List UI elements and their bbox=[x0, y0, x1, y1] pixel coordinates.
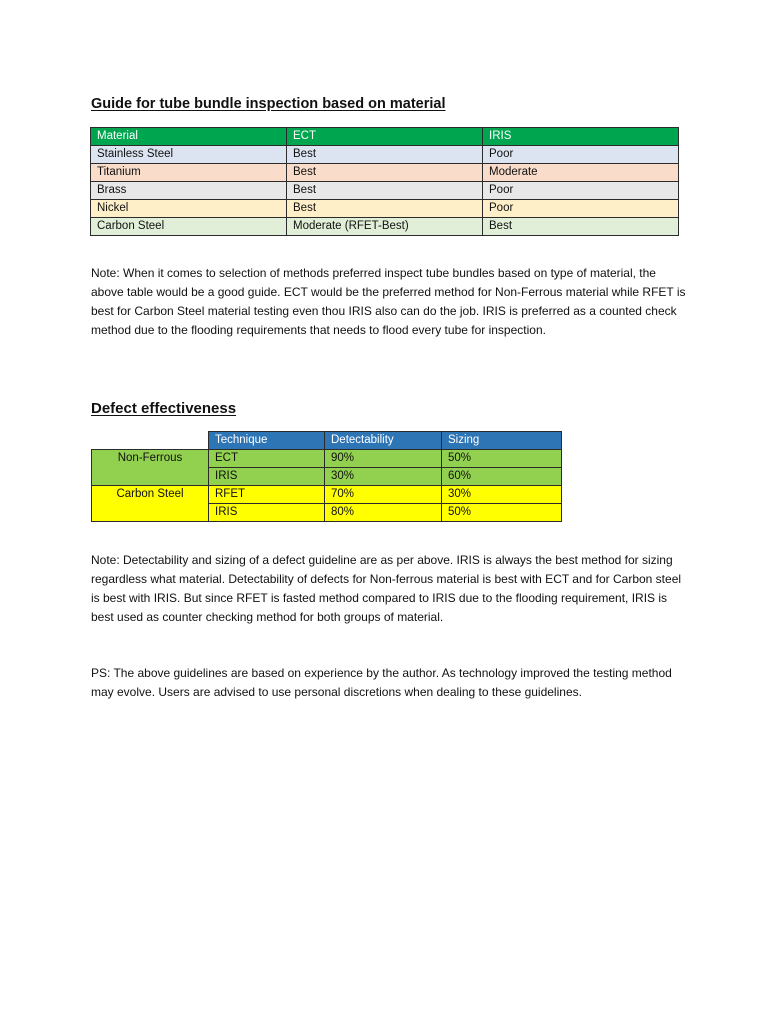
table-row bbox=[92, 486, 562, 504]
table-row bbox=[91, 182, 679, 200]
detectability-cell: 80% bbox=[325, 504, 442, 522]
header-cell-material: Material bbox=[91, 128, 287, 146]
header-cell-technique: Technique bbox=[209, 432, 325, 450]
table-row bbox=[91, 146, 679, 164]
empty-corner-cell bbox=[92, 432, 209, 450]
material-cell: Stainless Steel bbox=[91, 146, 287, 164]
table-row bbox=[91, 218, 679, 236]
sizing-cell: 30% bbox=[442, 486, 562, 504]
sizing-cell: 50% bbox=[442, 450, 562, 468]
defect-effectiveness-note: Note: Detectability and sizing of a defect guideline are as per above. IRIS is always the best method for sizing regardless what material. Detectability of defects for Non-ferrous material is best with ECT and for Carbon steel is best with IRIS. But since RFET is fasted method compared to IRIS due to the flooding requirement, IRIS is best used as counter checking method for both groups of material. bbox=[91, 553, 682, 624]
postscript-note: PS: The above guidelines are based on experience by the author. As technology improved the testing method may evolve. Users are advised to use personal discretions when dealing to these guidelines. bbox=[91, 666, 672, 699]
material-cell: Carbon Steel bbox=[91, 218, 287, 236]
table-header-row bbox=[92, 432, 562, 450]
header-cell-iris: IRIS bbox=[483, 128, 679, 146]
group-cell-non-ferrous: Non-Ferrous bbox=[92, 450, 209, 486]
table-row bbox=[92, 450, 562, 468]
ect-cell: Moderate (RFET-Best) bbox=[287, 218, 483, 236]
ect-cell: Best bbox=[287, 182, 483, 200]
iris-cell: Poor bbox=[483, 146, 679, 164]
technique-cell: RFET bbox=[209, 486, 325, 504]
ect-cell: Best bbox=[287, 164, 483, 182]
iris-cell: Poor bbox=[483, 200, 679, 218]
material-cell: Brass bbox=[91, 182, 287, 200]
iris-cell: Moderate bbox=[483, 164, 679, 182]
header-cell-sizing: Sizing bbox=[442, 432, 562, 450]
detectability-cell: 30% bbox=[325, 468, 442, 486]
iris-cell: Best bbox=[483, 218, 679, 236]
detectability-cell: 70% bbox=[325, 486, 442, 504]
table-row bbox=[91, 164, 679, 182]
material-guide-note: Note: When it comes to selection of methods preferred inspect tube bundles based on type of material, the above table would be a good guide. ECT would be the preferred method for Non-Ferrous material while RFET is best for Carbon Steel material testing even thou IRIS also can do the job. IRIS is preferred as a counted check method due to the flooding requirements that needs to flood every tube for inspection. bbox=[91, 266, 686, 337]
defect-effectiveness-table bbox=[91, 431, 562, 522]
iris-cell: Poor bbox=[483, 182, 679, 200]
table-row bbox=[91, 200, 679, 218]
material-cell: Nickel bbox=[91, 200, 287, 218]
group-cell-carbon-steel: Carbon Steel bbox=[92, 486, 209, 522]
technique-cell: IRIS bbox=[209, 504, 325, 522]
header-cell-detectability: Detectability bbox=[325, 432, 442, 450]
material-guide-title: Guide for tube bundle inspection based on material bbox=[91, 96, 446, 112]
header-cell-ect: ECT bbox=[287, 128, 483, 146]
material-guide-table bbox=[90, 127, 679, 236]
sizing-cell: 50% bbox=[442, 504, 562, 522]
defect-effectiveness-title: Defect effectiveness bbox=[91, 400, 237, 417]
table-header-row bbox=[91, 128, 679, 146]
sizing-cell: 60% bbox=[442, 468, 562, 486]
detectability-cell: 90% bbox=[325, 450, 442, 468]
technique-cell: IRIS bbox=[209, 468, 325, 486]
material-cell: Titanium bbox=[91, 164, 287, 182]
ect-cell: Best bbox=[287, 200, 483, 218]
technique-cell: ECT bbox=[209, 450, 325, 468]
ect-cell: Best bbox=[287, 146, 483, 164]
